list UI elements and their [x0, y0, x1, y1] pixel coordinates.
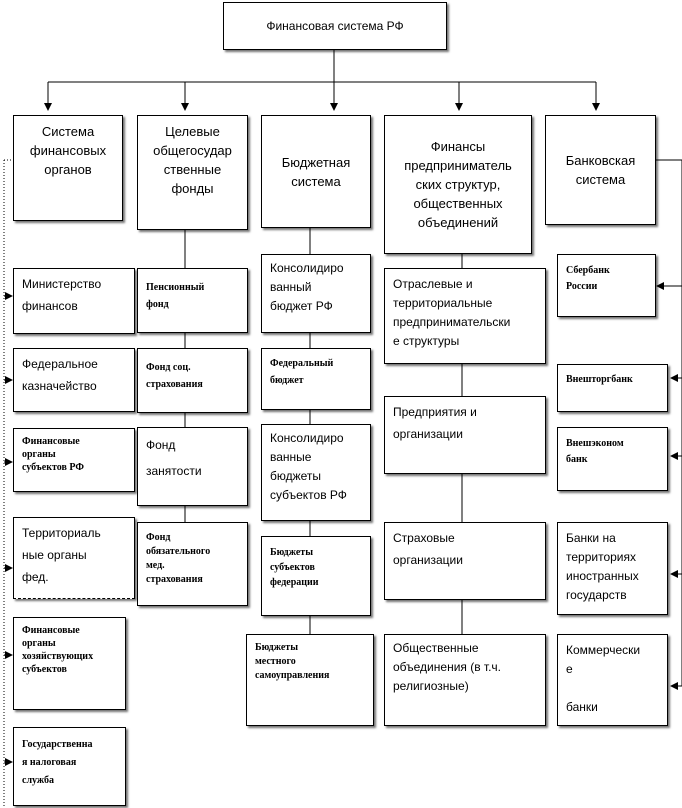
col4-item-public-associations: [384, 634, 546, 726]
col5-item-commercial-banks: [557, 634, 668, 726]
col5-item-text: Внешторгбанк: [566, 374, 633, 385]
col2-item-text: Пенсионный фонд: [146, 282, 205, 310]
col2-item-employment-fund: [137, 427, 248, 506]
col1-item-regional-finance: [13, 428, 135, 492]
col1-item-text: Финансовые органы хозяйствующих субъектов: [22, 625, 94, 675]
col3-item-text: Консолидиро ванные бюджеты субъектов РФ: [270, 431, 347, 502]
col1-header-text: Система финансовых органов: [29, 124, 107, 177]
col1-item-ministry: [13, 268, 135, 334]
col5-item-text: Коммерчески е банки: [566, 643, 641, 714]
col2-header-text: Целевые общегосудар ственные фонды: [153, 124, 232, 196]
title-box: [223, 2, 447, 50]
col1-item-tax-service: [13, 727, 126, 806]
col3-header-text: Бюджетная система: [281, 154, 351, 189]
col4-item-text: Предприятия и организации: [393, 405, 477, 441]
col3-item-federal-budget: [261, 348, 371, 410]
col3-item-text: Бюджеты местного самоуправления: [255, 642, 330, 681]
col1-item-text: Финансовые органы субъектов РФ: [22, 436, 84, 473]
col4-item-text: Общественные объединения (в т.ч. религиозные): [393, 641, 502, 693]
col3-item-text: Федеральный бюджет: [270, 358, 334, 386]
col2-item-pension-fund: [137, 268, 248, 333]
col1-item-text: Территориаль ные органы фед.: [22, 526, 101, 584]
col3-item-text: Консолидиро ванный бюджет РФ: [270, 261, 344, 313]
col2-item-text: Фонд соц. страхования: [146, 362, 203, 390]
col1-item-territorial: [13, 517, 135, 599]
col5-item-sberbank: [557, 254, 656, 317]
col5-header: [545, 115, 656, 225]
col4-header-text: Финансы предприниматель ских структур, общественных объединений: [404, 139, 512, 230]
col5-header-text: Банковская система: [565, 153, 636, 187]
col3-item-local-budgets: [246, 634, 374, 726]
col1-item-business-finance: [13, 617, 126, 710]
col5-item-vnesheconombank: [557, 427, 668, 491]
title-text: Финансовая система РФ: [266, 19, 404, 33]
col3-header: [261, 115, 371, 228]
col3-item-consolidated-budget: [261, 254, 371, 333]
col5-item-text: Банки на территориях иностранных государств: [566, 531, 639, 602]
col1-header: [13, 115, 123, 221]
col2-item-social-insurance: [137, 348, 248, 413]
col1-item-text: Государственна я налоговая служба: [22, 739, 93, 786]
col5-item-text: Внешэконом банк: [566, 438, 624, 465]
col4-item-text: Страховые организации: [393, 531, 463, 567]
col2-item-text: Фонд обязательного мед. страхования: [146, 532, 211, 585]
col2-item-medical-insurance: [137, 522, 248, 606]
col5-item-text: Сбербанк России: [566, 265, 610, 292]
col5-item-vneshtorgbank: [557, 364, 668, 412]
col3-item-federation-subjects-budgets: [261, 536, 371, 616]
col1-item-text: Федеральное казначейство: [22, 357, 98, 393]
col4-item-insurance-orgs: [384, 522, 546, 600]
col3-item-consolidated-regional: [261, 424, 371, 521]
col2-header: [137, 115, 248, 230]
col4-header: [384, 115, 532, 254]
col4-item-sectoral-structures: [384, 268, 546, 364]
col5-item-foreign-banks: [557, 522, 668, 615]
col2-item-text: Фонд занятости: [146, 438, 202, 478]
col4-item-enterprises: [384, 396, 546, 474]
col4-item-text: Отраслевые и территориальные предпринимательски е структуры: [393, 277, 511, 348]
col1-item-treasury: [13, 348, 135, 412]
col1-item-text: Министерство финансов: [22, 277, 102, 313]
col3-item-text: Бюджеты субъектов федерации: [270, 547, 319, 588]
